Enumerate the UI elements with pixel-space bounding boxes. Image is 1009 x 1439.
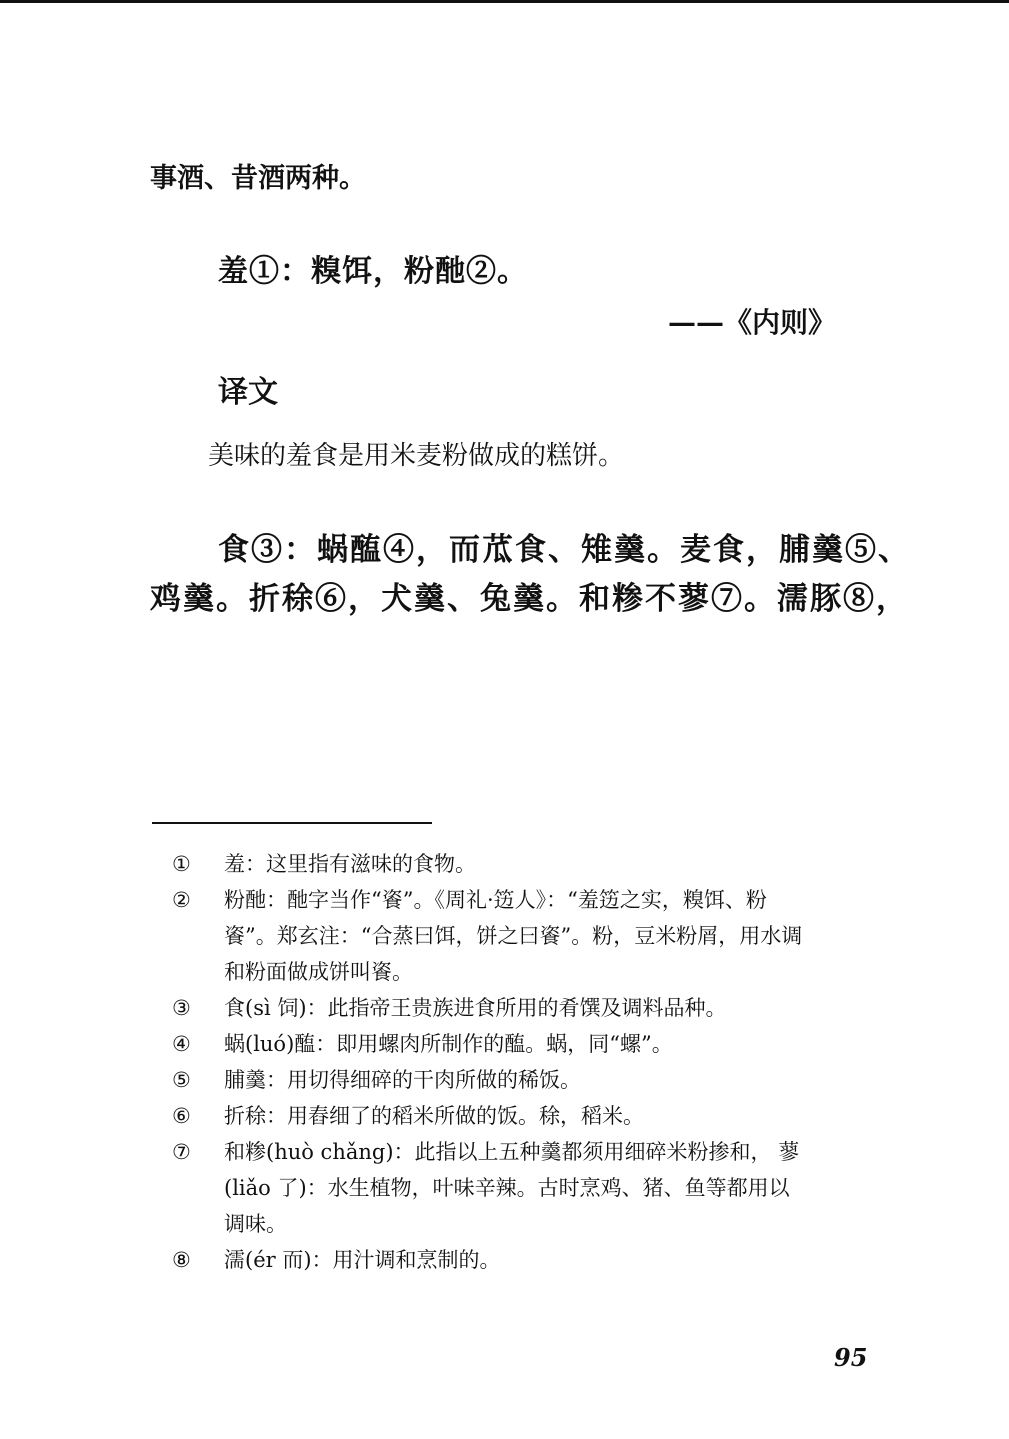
footnote-line: 蜗(luó)醢：即用螺肉所制作的醢。蜗，同“螺”。 [224,1032,673,1056]
footnote-text [224,1242,892,1278]
footnote-line: 脯羹：用切得细碎的干肉所做的稀饭。 [224,1068,581,1092]
footnote-line: 粉酏：酏字当作“餈”。《周礼·笾人》：“羞笾之实，糗饵、粉 [224,888,767,912]
footnote-number: ③ [172,996,191,1020]
classical-quote-2-line-2: 鸡羹。折稌⑥，犬羹、兔羹。和糁不蓼⑦。濡豚⑧， [150,581,909,617]
footnote-line: 羞：这里指有滋味的食物。 [224,852,476,876]
footnote [172,1098,892,1134]
footnote-text [224,990,892,1026]
footnotes [172,846,892,1278]
footnote [172,1026,892,1062]
section-heading: 译文 [218,375,278,410]
footnote-line: 和粉面做成饼叫餈。 [224,960,413,984]
footnote-text [224,882,892,990]
classical-quote-2-line-1: 食③：蜗醢④，而苽食、雉羹。麦食，脯羹⑤、 [218,532,911,568]
footnote-number: ② [172,888,191,912]
footnote [172,1242,892,1278]
body-text-line: 事酒、昔酒两种。 [150,163,366,194]
footnote-line: 和糁(huò chǎng)：此指以上五种羹都须用细碎米粉掺和， 蓼 [224,1140,800,1164]
page-number: 95 [834,1343,868,1372]
footnote [172,882,892,990]
quote-source: ——《内则》 [668,306,837,339]
classical-quote-1: 羞①：糗饵，粉酏②。 [218,254,528,289]
footnote-line: 食(sì 饲)：此指帝王贵族进食所用的肴馔及调料品种。 [224,996,727,1020]
top-border-line [0,0,1009,3]
footnote-line: 调味。 [224,1212,287,1236]
footnote-line: 濡(ér 而)：用汁调和烹制的。 [224,1248,501,1272]
footnote-number: ⑦ [172,1140,191,1164]
footnote [172,846,892,882]
footnote-line: 折稌：用舂细了的稻米所做的饭。稌，稻米。 [224,1104,644,1128]
footnote-text [224,1062,892,1098]
footnote-text [224,1134,892,1242]
footnote-number: ⑤ [172,1068,191,1092]
footnote-number: ④ [172,1032,191,1056]
footnote [172,990,892,1026]
footnote [172,1134,892,1242]
footnote [172,1062,892,1098]
footnote-text [224,1026,892,1062]
footnote-number: ⑧ [172,1248,191,1272]
footnote-separator [152,822,432,824]
footnote-number: ① [172,852,191,876]
footnote-text [224,846,892,882]
translation-text: 美味的羞食是用米麦粉做成的糕饼。 [208,441,625,471]
footnote-line: 餈”。郑玄注：“合蒸曰饵，饼之曰餈”。粉，豆米粉屑，用水调 [224,924,803,948]
footnote-number: ⑥ [172,1104,191,1128]
footnote-line: (liǎo 了)：水生植物，叶味辛辣。古时烹鸡、猪、鱼等都用以 [224,1176,790,1200]
footnote-text [224,1098,892,1134]
